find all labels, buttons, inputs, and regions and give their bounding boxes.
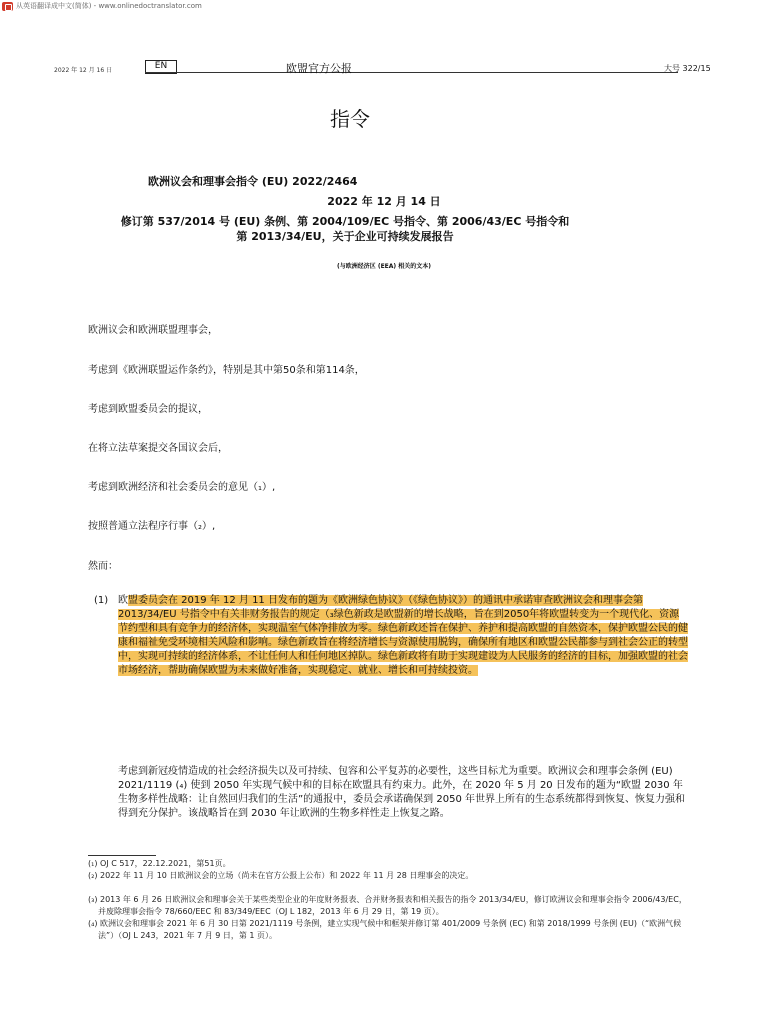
- header-date: 2022 年 12 月 16 日: [54, 67, 113, 74]
- preamble-line: 考虑到《欧洲联盟运作条约》，特别是其中第50条和第114条，: [88, 365, 365, 376]
- recital-1-continuation: 考虑到新冠疫情造成的社会经济损失以及可持续、包容和公平复苏的必要性，这些目标尤为重要。欧洲议会和理事会条例 (EU) 2021/1119 (₄) 使到 2050 年实现气候中和的目标在欧盟具有约束力。此外，在 2020 年 5 月 20 日发布的题为“欧盟 2030 年生物多样性战略：让自然回归我们的生活”的通报中，委员会承诺确保到 2050 年世界上所有的生态系统都得到恢复、恢复力强和得到充分保护。该战略旨在到 2030 年让欧洲的生物多样性走上恢复之路。: [118, 766, 685, 819]
- preamble-line: 在将立法草案提交各国议会后，: [88, 443, 228, 454]
- directive-title: 欧洲议会和理事会指令 (EU) 2022/2464: [148, 175, 358, 188]
- preamble-line: 按照普通立法程序行事（₂）,: [88, 521, 216, 532]
- highlighted-text[interactable]: 盟委员会在 2019 年 12 月 11 日发布的题为《欧洲绿色协议》（《绿色协议》）的通讯中承诺审查欧洲议会和理事会第 2013/34/EU 号指令中有关非财务报告的规定（₃绿色新政是欧盟新的增长战略，旨在到2050年将欧盟转变为一个现代化、资源节约型和具有竞争力的经济体，实现温室气体净排放为零。绿色新政还旨在保护、养护和提高欧盟的自然资本，保护欧盟公民的健康和福祉免受环境相关风险和影响。绿色新政旨在将经济增长与资源使用脱钩，确保所有地区和欧盟公民都参与到社会公正的转型中，实现可持续的经济体系，不让任何人和任何地区掉队。绿色新政将有助于实现建设为人民服务的经济的目标，加强欧盟的社会市场经济，帮助确保欧盟为未来做好准备，实现稳定、就业、增长和可持续投资。: [118, 595, 688, 676]
- document-type-heading: 指令: [330, 107, 370, 131]
- preamble-line: 然而：: [88, 561, 118, 572]
- recital-1: [88, 594, 688, 678]
- translator-banner-text[interactable]: 从英语翻译成中文(简体) - www.onlinedoctranslator.com: [16, 2, 202, 10]
- footnote-2: (₂) 2022 年 11 月 10 日欧洲议会的立场（尚未在官方公报上公布）和 2022 年 11 月 28 日理事会的决定。: [88, 871, 474, 880]
- recital-number: (1): [94, 595, 109, 606]
- preamble-line: 考虑到欧盟委员会的提议，: [88, 404, 208, 415]
- footnote-1: (₁) OJ C 517，22.12.2021，第51页。: [88, 859, 231, 868]
- preamble-line: 考虑到欧洲经济和社会委员会的意见（₁）,: [88, 482, 276, 493]
- preamble-line: 欧洲议会和欧洲联盟理事会，: [88, 325, 218, 336]
- language-badge: EN: [145, 60, 177, 74]
- footnote-rule: [88, 855, 156, 856]
- eea-relevance-note: (与欧洲经济区 (EEA) 相关的文本): [337, 263, 431, 270]
- translator-banner: [0, 0, 202, 12]
- directive-subject: 修订第 537/2014 号 (EU) 条例、第 2004/109/EC 号指令、第 2006/43/EC 号指令和第 2013/34/EU，关于企业可持续发展报告: [120, 215, 570, 243]
- journal-title: 欧盟官方公报: [286, 62, 352, 75]
- directive-date: 2022 年 12 月 14 日: [327, 195, 441, 208]
- recital-lead: 欧: [118, 595, 128, 606]
- header-rule: [145, 72, 678, 73]
- footnotes: [88, 858, 688, 942]
- footnote-4: (₄) 欧洲议会和理事会 2021 年 6 月 30 日第 2021/1119 号条例，建立实现气候中和框架并修订第 401/2009 号条例 (EC) 和第 2018/1999 号条例 (EU)（“欧洲气候法”）（OJ L 243，2021 年 7 月 9 日，第 1 页）。: [88, 919, 682, 940]
- page-number: 大号 322/15: [664, 64, 711, 73]
- footnote-3: (₃) 2013 年 6 月 26 日欧洲议会和理事会关于某些类型企业的年度财务报表、合并财务报表和相关报告的指令 2013/34/EU，修订欧洲议会和理事会指令 2006/43/EC，并废除理事会指令 78/660/EEC 和 83/349/EEC（OJ L 182，2013 年 6 月 29 日，第 19 页）。: [88, 895, 687, 916]
- translator-logo-icon: [2, 2, 13, 11]
